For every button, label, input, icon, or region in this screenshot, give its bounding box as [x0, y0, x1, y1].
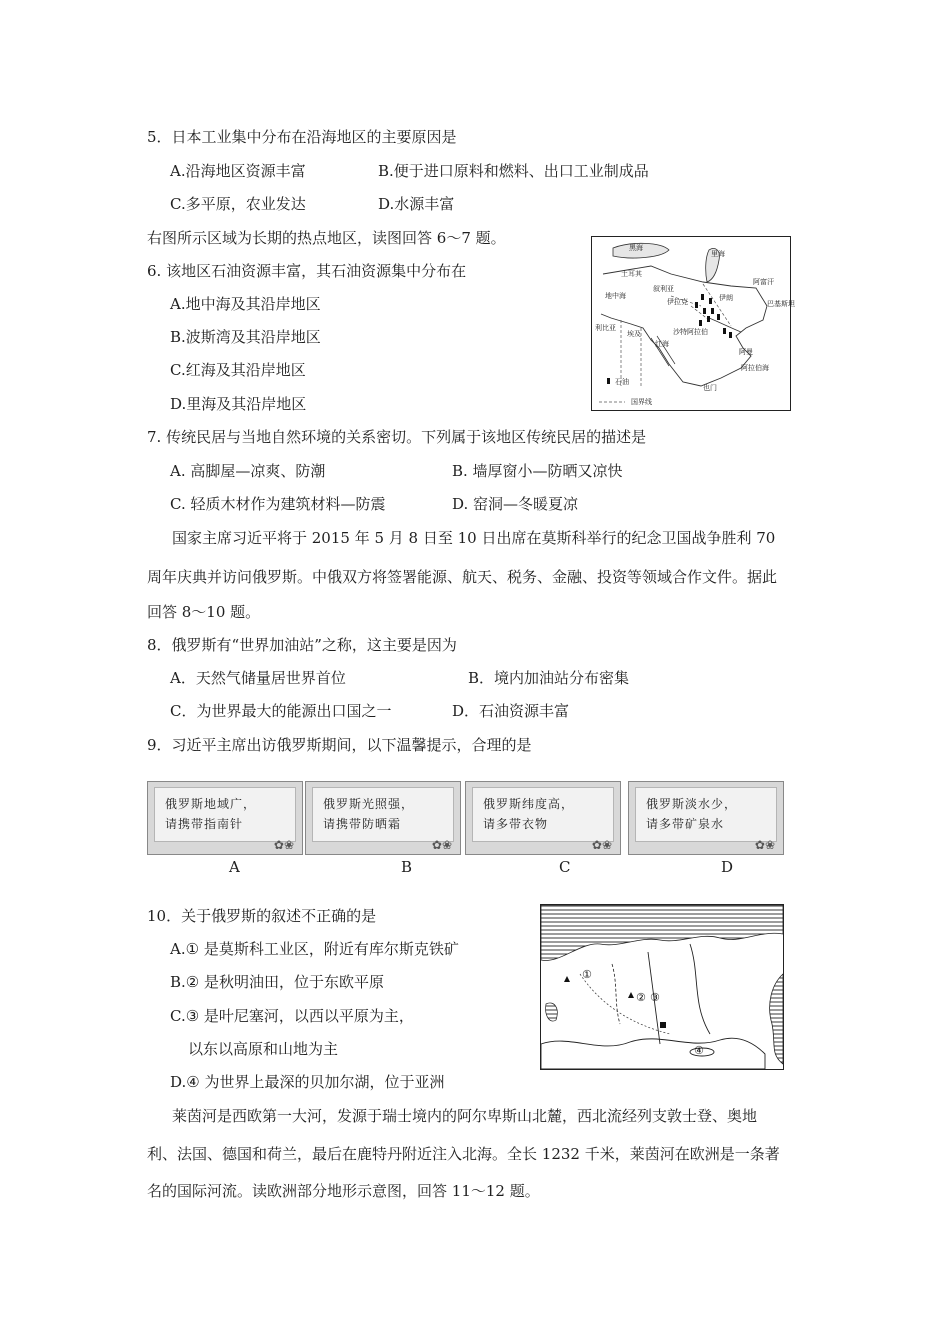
- label-saudi: 沙特阿拉伯: [673, 328, 708, 336]
- butterfly-icon: ✿❀: [431, 838, 452, 852]
- q7-stem: 7. 传统民居与当地自然环境的关系密切。下列属于该地区传统民居的描述是: [147, 428, 647, 446]
- q10-option-a: A.① 是莫斯科工业区，附近有库尔斯克铁矿: [170, 940, 459, 958]
- tip-card-b-line-2: 请携带防晒霜: [323, 817, 402, 831]
- russia-para-line-2: 周年庆典并访问俄罗斯。中俄双方将签署能源、航天、税务、金融、投资等领域合作文件。据此: [147, 568, 778, 586]
- q10-option-b: B.② 是秋明油田，位于东欧平原: [170, 973, 385, 991]
- tip-card-d-line-1: 俄罗斯淡水少，: [646, 797, 738, 811]
- legend-border-label: 国界线: [631, 398, 652, 406]
- label-caspian: 里海: [711, 250, 725, 258]
- map-marker-1: ①: [582, 968, 592, 981]
- intro-6-7: 右图所示区域为长期的热点地区，读图回答 6～7 题。: [147, 229, 506, 247]
- label-yemen: 也门: [703, 384, 717, 392]
- tip-card-a-line-1: 俄罗斯地域广，: [165, 797, 257, 811]
- middle-east-map: [591, 236, 795, 411]
- q5-stem: 5．日本工业集中分布在沿海地区的主要原因是: [147, 128, 457, 146]
- tip-card-c-line-1: 俄罗斯纬度高，: [483, 797, 575, 811]
- q5-option-d: D.水源丰富: [378, 195, 455, 213]
- tip-card-d-label: D: [721, 858, 734, 876]
- q6-option-d: D.里海及其沿岸地区: [170, 395, 307, 413]
- tip-card-a-label: A: [229, 858, 240, 876]
- label-mediterranean: 地中海: [605, 292, 626, 300]
- map-marker-4: ④: [694, 1044, 704, 1057]
- rhine-para-line-1: 莱茵河是西欧第一大河，发源于瑞士境内的阿尔卑斯山北麓，西北流经列支敦士登、奥地: [172, 1107, 758, 1125]
- label-afghanistan: 阿富汗: [753, 278, 774, 286]
- legend-oil-label: 石油: [615, 378, 629, 386]
- q8-option-a: A．天然气储量居世界首位: [170, 669, 346, 687]
- russia-para-line-3: 回答 8～10 题。: [147, 603, 261, 621]
- tip-card-d-line-2: 请多带矿泉水: [646, 817, 725, 831]
- tip-card-a-line-2: 请携带指南针: [165, 817, 244, 831]
- russia-para-line-1: 国家主席习近平将于 2015 年 5 月 8 日至 10 日出席在莫斯科举行的纪念卫国战争胜利 70: [172, 529, 776, 547]
- q5-option-a: A.沿海地区资源丰富: [170, 162, 306, 180]
- tip-card-c: [465, 781, 621, 855]
- q5-option-c: C.多平原，农业发达: [170, 195, 306, 213]
- label-egypt: 埃及: [627, 330, 641, 338]
- rhine-para-line-3: 名的国际河流。读欧洲部分地形示意图，回答 11～12 题。: [147, 1182, 540, 1200]
- map-marker-3: ③: [650, 991, 660, 1004]
- q6-option-c: C.红海及其沿岸地区: [170, 361, 306, 379]
- label-red-sea: 红海: [655, 340, 669, 348]
- q8-option-c: C．为世界最大的能源出口国之一: [170, 702, 392, 720]
- tip-card-b-line-1: 俄罗斯光照强，: [323, 797, 415, 811]
- q7-option-c: C. 轻质木材作为建筑材料—防震: [170, 495, 386, 513]
- label-iran: 伊朗: [719, 294, 733, 302]
- q7-option-b: B. 墙厚窗小—防晒又凉快: [452, 462, 623, 480]
- label-arabian-sea: 阿拉伯海: [741, 364, 769, 372]
- q8-stem: 8．俄罗斯有“世界加油站”之称，这主要是因为: [147, 636, 457, 654]
- label-libya: 利比亚: [595, 324, 616, 332]
- q10-option-c-line-1: C.③ 是叶尼塞河，以西以平原为主，: [170, 1007, 414, 1025]
- label-turkey: 土耳其: [621, 270, 642, 278]
- label-iraq: 伊拉克: [667, 298, 688, 306]
- q6-stem: 6. 该地区石油资源丰富，其石油资源集中分布在: [147, 262, 467, 280]
- q7-option-a: A. 高脚屋—凉爽、防潮: [170, 462, 326, 480]
- q10-stem: 10．关于俄罗斯的叙述不正确的是: [147, 907, 377, 925]
- q6-option-a: A.地中海及其沿岸地区: [170, 295, 321, 313]
- tip-card-d: [628, 781, 784, 855]
- map-marker-2: ②: [636, 991, 646, 1004]
- tip-card-b: [305, 781, 461, 855]
- rhine-para-line-2: 利、法国、德国和荷兰，最后在鹿特丹附近注入北海。全长 1232 千米，莱茵河在欧洲是一条著: [147, 1145, 780, 1163]
- q8-option-b: B．境内加油站分布密集: [468, 669, 630, 687]
- label-black-sea: 黑海: [629, 244, 643, 252]
- q9-stem: 9．习近平主席出访俄罗斯期间，以下温馨提示，合理的是: [147, 736, 532, 754]
- label-syria: 叙利亚: [653, 285, 674, 293]
- q10-option-d: D.④ 为世界上最深的贝加尔湖，位于亚洲: [170, 1073, 445, 1091]
- tip-card-c-label: C: [559, 858, 571, 876]
- butterfly-icon: ✿❀: [754, 838, 775, 852]
- label-oman: 阿曼: [739, 348, 753, 356]
- russia-map: [540, 904, 784, 1070]
- label-pakistan: 巴基斯坦: [767, 300, 795, 308]
- tip-card-c-line-2: 请多带衣物: [483, 817, 549, 831]
- butterfly-icon: ✿❀: [591, 838, 612, 852]
- q10-option-c-line-2: 以东以高原和山地为主: [188, 1040, 339, 1058]
- tip-card-b-label: B: [401, 858, 413, 876]
- butterfly-icon: ✿❀: [273, 838, 294, 852]
- tip-card-a: [147, 781, 303, 855]
- q5-option-b: B.便于进口原料和燃料、出口工业制成品: [378, 162, 649, 180]
- q6-option-b: B.波斯湾及其沿岸地区: [170, 328, 321, 346]
- q8-option-d: D．石油资源丰富: [452, 702, 570, 720]
- q7-option-d: D. 窑洞—冬暖夏凉: [452, 495, 579, 513]
